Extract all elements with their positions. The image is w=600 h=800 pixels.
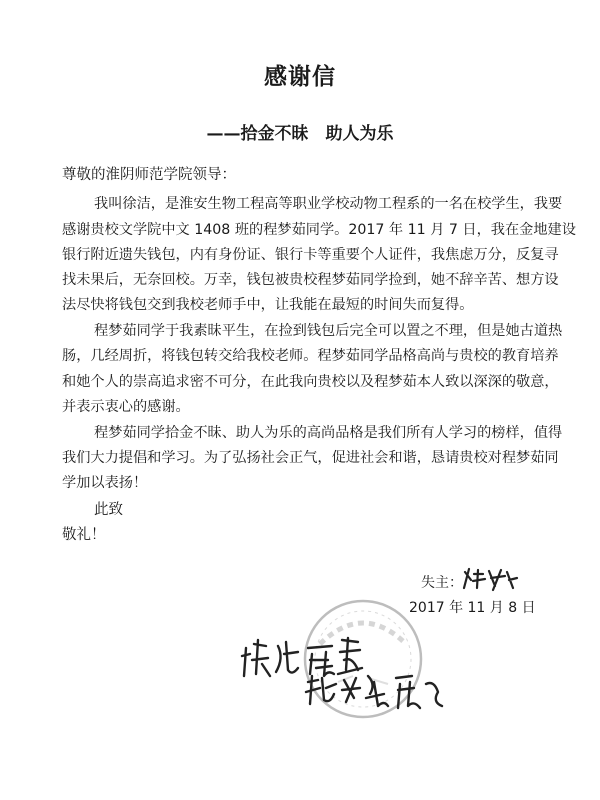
paragraph-line: 找未果后，无奈回校。万幸，钱包被贵校程梦茹同学捡到，她不辞辛苦、想方设 — [62, 272, 559, 288]
handwritten-verification — [240, 630, 460, 720]
signature-image — [461, 566, 519, 592]
salutation: 尊敬的淮阴师范学院领导： — [62, 167, 236, 183]
paragraph-line: 银行附近遗失钱包，内有身份证、银行卡等重要个人证件，我焦虑万分，反复寻 — [62, 247, 559, 263]
paragraph-line: 我叫徐洁，是淮安生物工程高等职业学校动物工程系的一名在校学生，我要 — [94, 196, 563, 212]
paragraph-line: 我们大力提倡和学习。为了弘扬社会正气，促进社会和谐，恳请贵校对程梦茹同 — [62, 450, 559, 466]
paragraph-line: 和她个人的崇高追求密不可分，在此我向贵校以及程梦茹本人致以深深的敬意， — [62, 374, 559, 390]
paragraph-line: 感谢贵校文学院中文 1408 班的程梦茹同学。2017 年 11 月 7 日，我在金地建设 — [62, 222, 576, 238]
paragraph-line: 肠，几经周折，将钱包转交给我校老师。程梦茹同学品格高尚与贵校的教育培养 — [62, 348, 559, 364]
paragraph-line: 法尽快将钱包交到我校老师手中，让我能在最短的时间失而复得。 — [62, 297, 474, 313]
letter-title: 感谢信 — [264, 64, 336, 90]
letter-subtitle: ——拾金不昧 助人为乐 — [206, 124, 394, 144]
paragraph-line: 学加以表扬！ — [62, 475, 148, 491]
closing-greeting: 此致 — [94, 502, 123, 518]
paragraph-line: 程梦茹同学于我素昧平生，在捡到钱包后完全可以置之不理，但是她古道热 — [94, 323, 563, 339]
paragraph-line: 程梦茹同学拾金不昧、助人为乐的高尚品格是我们所有人学习的榜样，值得 — [94, 425, 563, 441]
paragraph-line: 并表示衷心的感谢。 — [62, 399, 190, 415]
signer-label: 失主： — [421, 575, 463, 591]
closing-salute: 敬礼！ — [62, 527, 106, 543]
letter-date: 2017 年 11 月 8 日 — [409, 600, 536, 616]
